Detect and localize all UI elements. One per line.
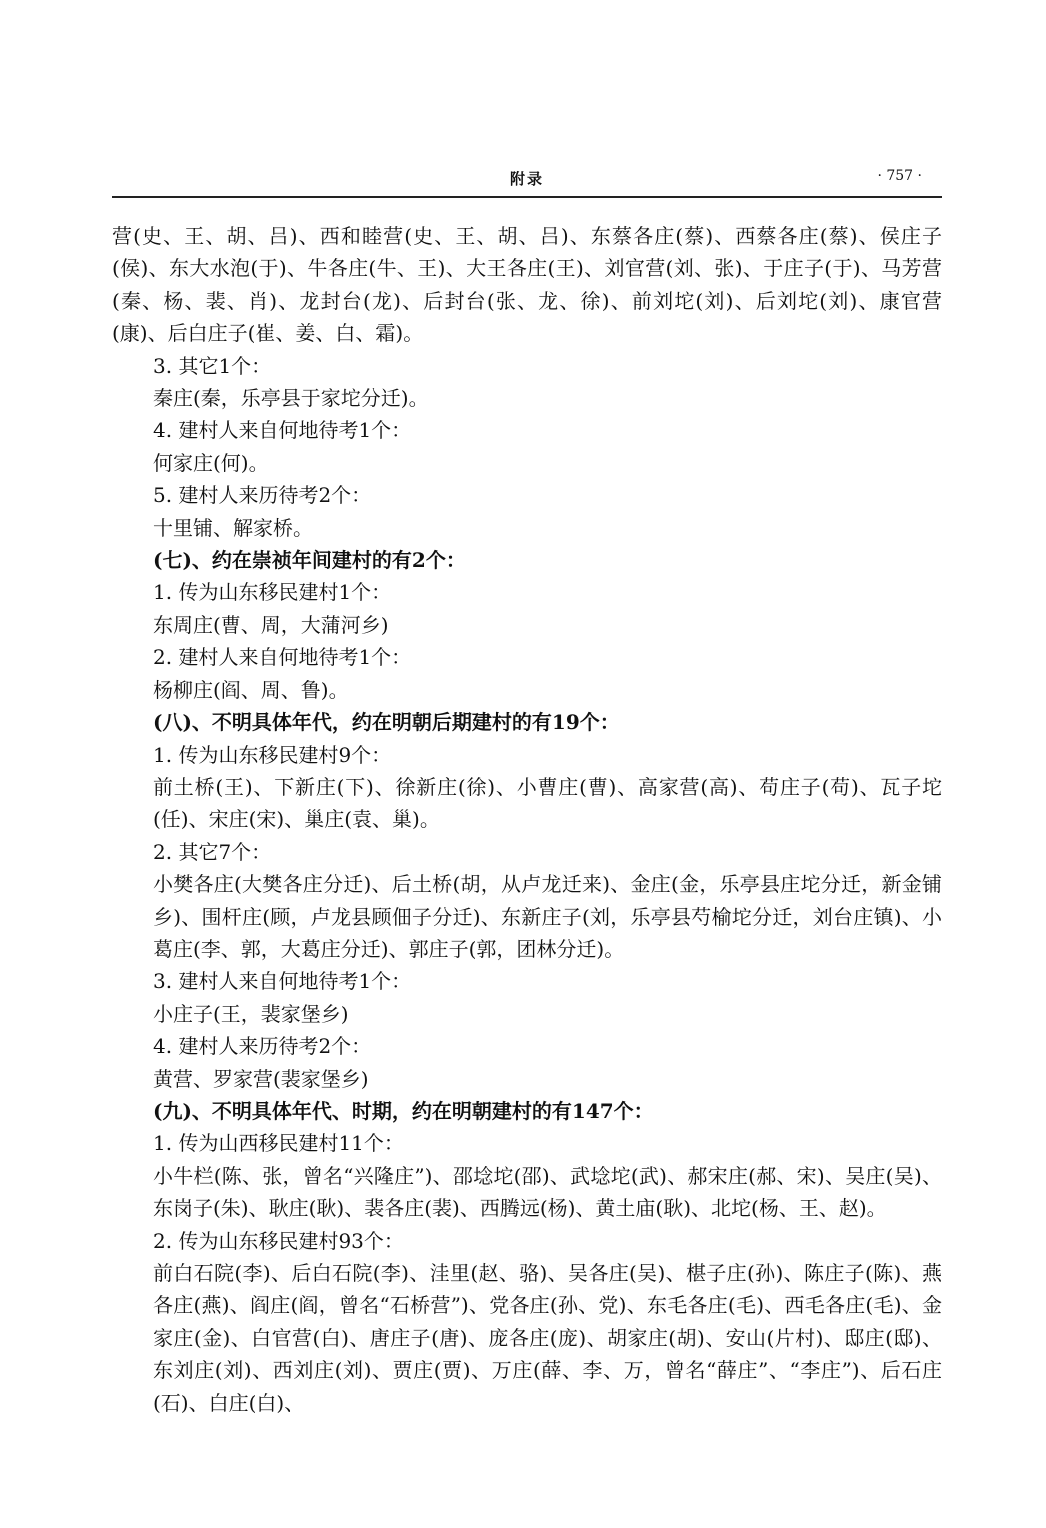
subheading: 4. 建村人来历待考2个： — [153, 1034, 372, 1059]
subheading: 4. 建村人来自何地待考1个： — [153, 418, 412, 443]
subheading: 1. 传为山西移民建村11个： — [153, 1131, 404, 1156]
subheading: 2. 其它7个： — [153, 839, 272, 864]
page-number: · 757 · — [877, 168, 922, 184]
subheading: 1. 传为山东移民建村9个： — [153, 742, 392, 767]
paragraph: 小庄子(王，裴家堡乡) — [153, 1001, 349, 1026]
subheading: 1. 传为山东移民建村1个： — [153, 580, 392, 605]
paragraph: 小牛栏(陈、张，曾名“兴隆庄”)、邵埝坨(邵)、武埝坨(武)、郝宋庄(郝、宋)、吴庄(吴)、东岗子(朱)、耿庄(耿)、裴各庄(裴)、西腾远(杨)、黄土庙(耿)、北坨(杨、王、赵)。 — [153, 1163, 942, 1221]
subheading: 2. 传为山东移民建村93个： — [153, 1228, 404, 1253]
subheading: 2. 建村人来自何地待考1个： — [153, 645, 412, 670]
paragraph: 前白石院(李)、后白石院(李)、洼里(赵、骆)、吴各庄(吴)、椹子庄(孙)、陈庄子(陈)、燕各庄(燕)、阎庄(阎，曾名“石桥营”)、党各庄(孙、党)、东毛各庄(毛)、西毛各庄(毛)、金家庄(金)、白官营(白)、唐庄子(唐)、庞各庄(庞)、胡家庄(胡)、安山(片村)、邸庄(邸)、东刘庄(刘)、西刘庄(刘)、贾庄(贾)、万庄(薛、李、万，曾名“薛庄”、“李庄”)、后石庄(石)、白庄(白)、 — [153, 1261, 942, 1415]
subheading: 5. 建村人来历待考2个： — [153, 483, 372, 508]
paragraph: 东周庄(曹、周，大蒲河乡) — [153, 612, 389, 637]
paragraph: 前土桥(王)、下新庄(下)、徐新庄(徐)、小曹庄(曹)、高家营(高)、苟庄子(苟)、瓦子坨(任)、宋庄(宋)、巢庄(袁、巢)。 — [153, 774, 942, 832]
running-header — [112, 162, 942, 194]
paragraph: 小樊各庄(大樊各庄分迁)、后土桥(胡，从卢龙迁来)、金庄(金，乐亭县庄坨分迁，新金铺乡)、围杆庄(顾，卢龙县顾佃子分迁)、东新庄子(刘，乐亭县芍榆坨分迁，刘台庄镇)、小葛庄(李、郭，大葛庄分迁)、郭庄子(郭，团林分迁)。 — [153, 872, 942, 961]
section-heading: (九)、不明具体年代、时期，约在明朝建村的有147个： — [153, 1098, 654, 1123]
body-text — [112, 220, 942, 1419]
section-heading: (八)、不明具体年代，约在明朝后期建村的有19个： — [153, 710, 620, 735]
paragraph: 杨柳庄(阎、周、鲁)。 — [153, 677, 349, 702]
subheading: 3. 其它1个： — [153, 353, 272, 378]
section-heading: (七)、约在崇祯年间建村的有2个： — [153, 548, 466, 573]
paragraph: 何家庄(何)。 — [153, 450, 269, 475]
paragraph: 十里铺、解家桥。 — [153, 515, 313, 540]
header-rule — [112, 196, 942, 198]
header-title: 附录 — [509, 170, 544, 188]
paragraph: 秦庄(秦，乐亭县于家坨分迁)。 — [153, 386, 429, 411]
subheading: 3. 建村人来自何地待考1个： — [153, 969, 412, 994]
paragraph: 营(史、王、胡、吕)、西和睦营(史、王、胡、吕)、东蔡各庄(蔡)、西蔡各庄(蔡)、侯庄子(侯)、东大水泡(于)、牛各庄(牛、王)、大王各庄(王)、刘官营(刘、张)、于庄子(于)、马芳营(秦、杨、裴、肖)、龙封台(龙)、后封台(张、龙、徐)、前刘坨(刘)、后刘坨(刘)、康官营(康)、后白庄子(崔、姜、白、霜)。 — [112, 224, 942, 346]
paragraph: 黄营、罗家营(裴家堡乡) — [153, 1066, 369, 1091]
